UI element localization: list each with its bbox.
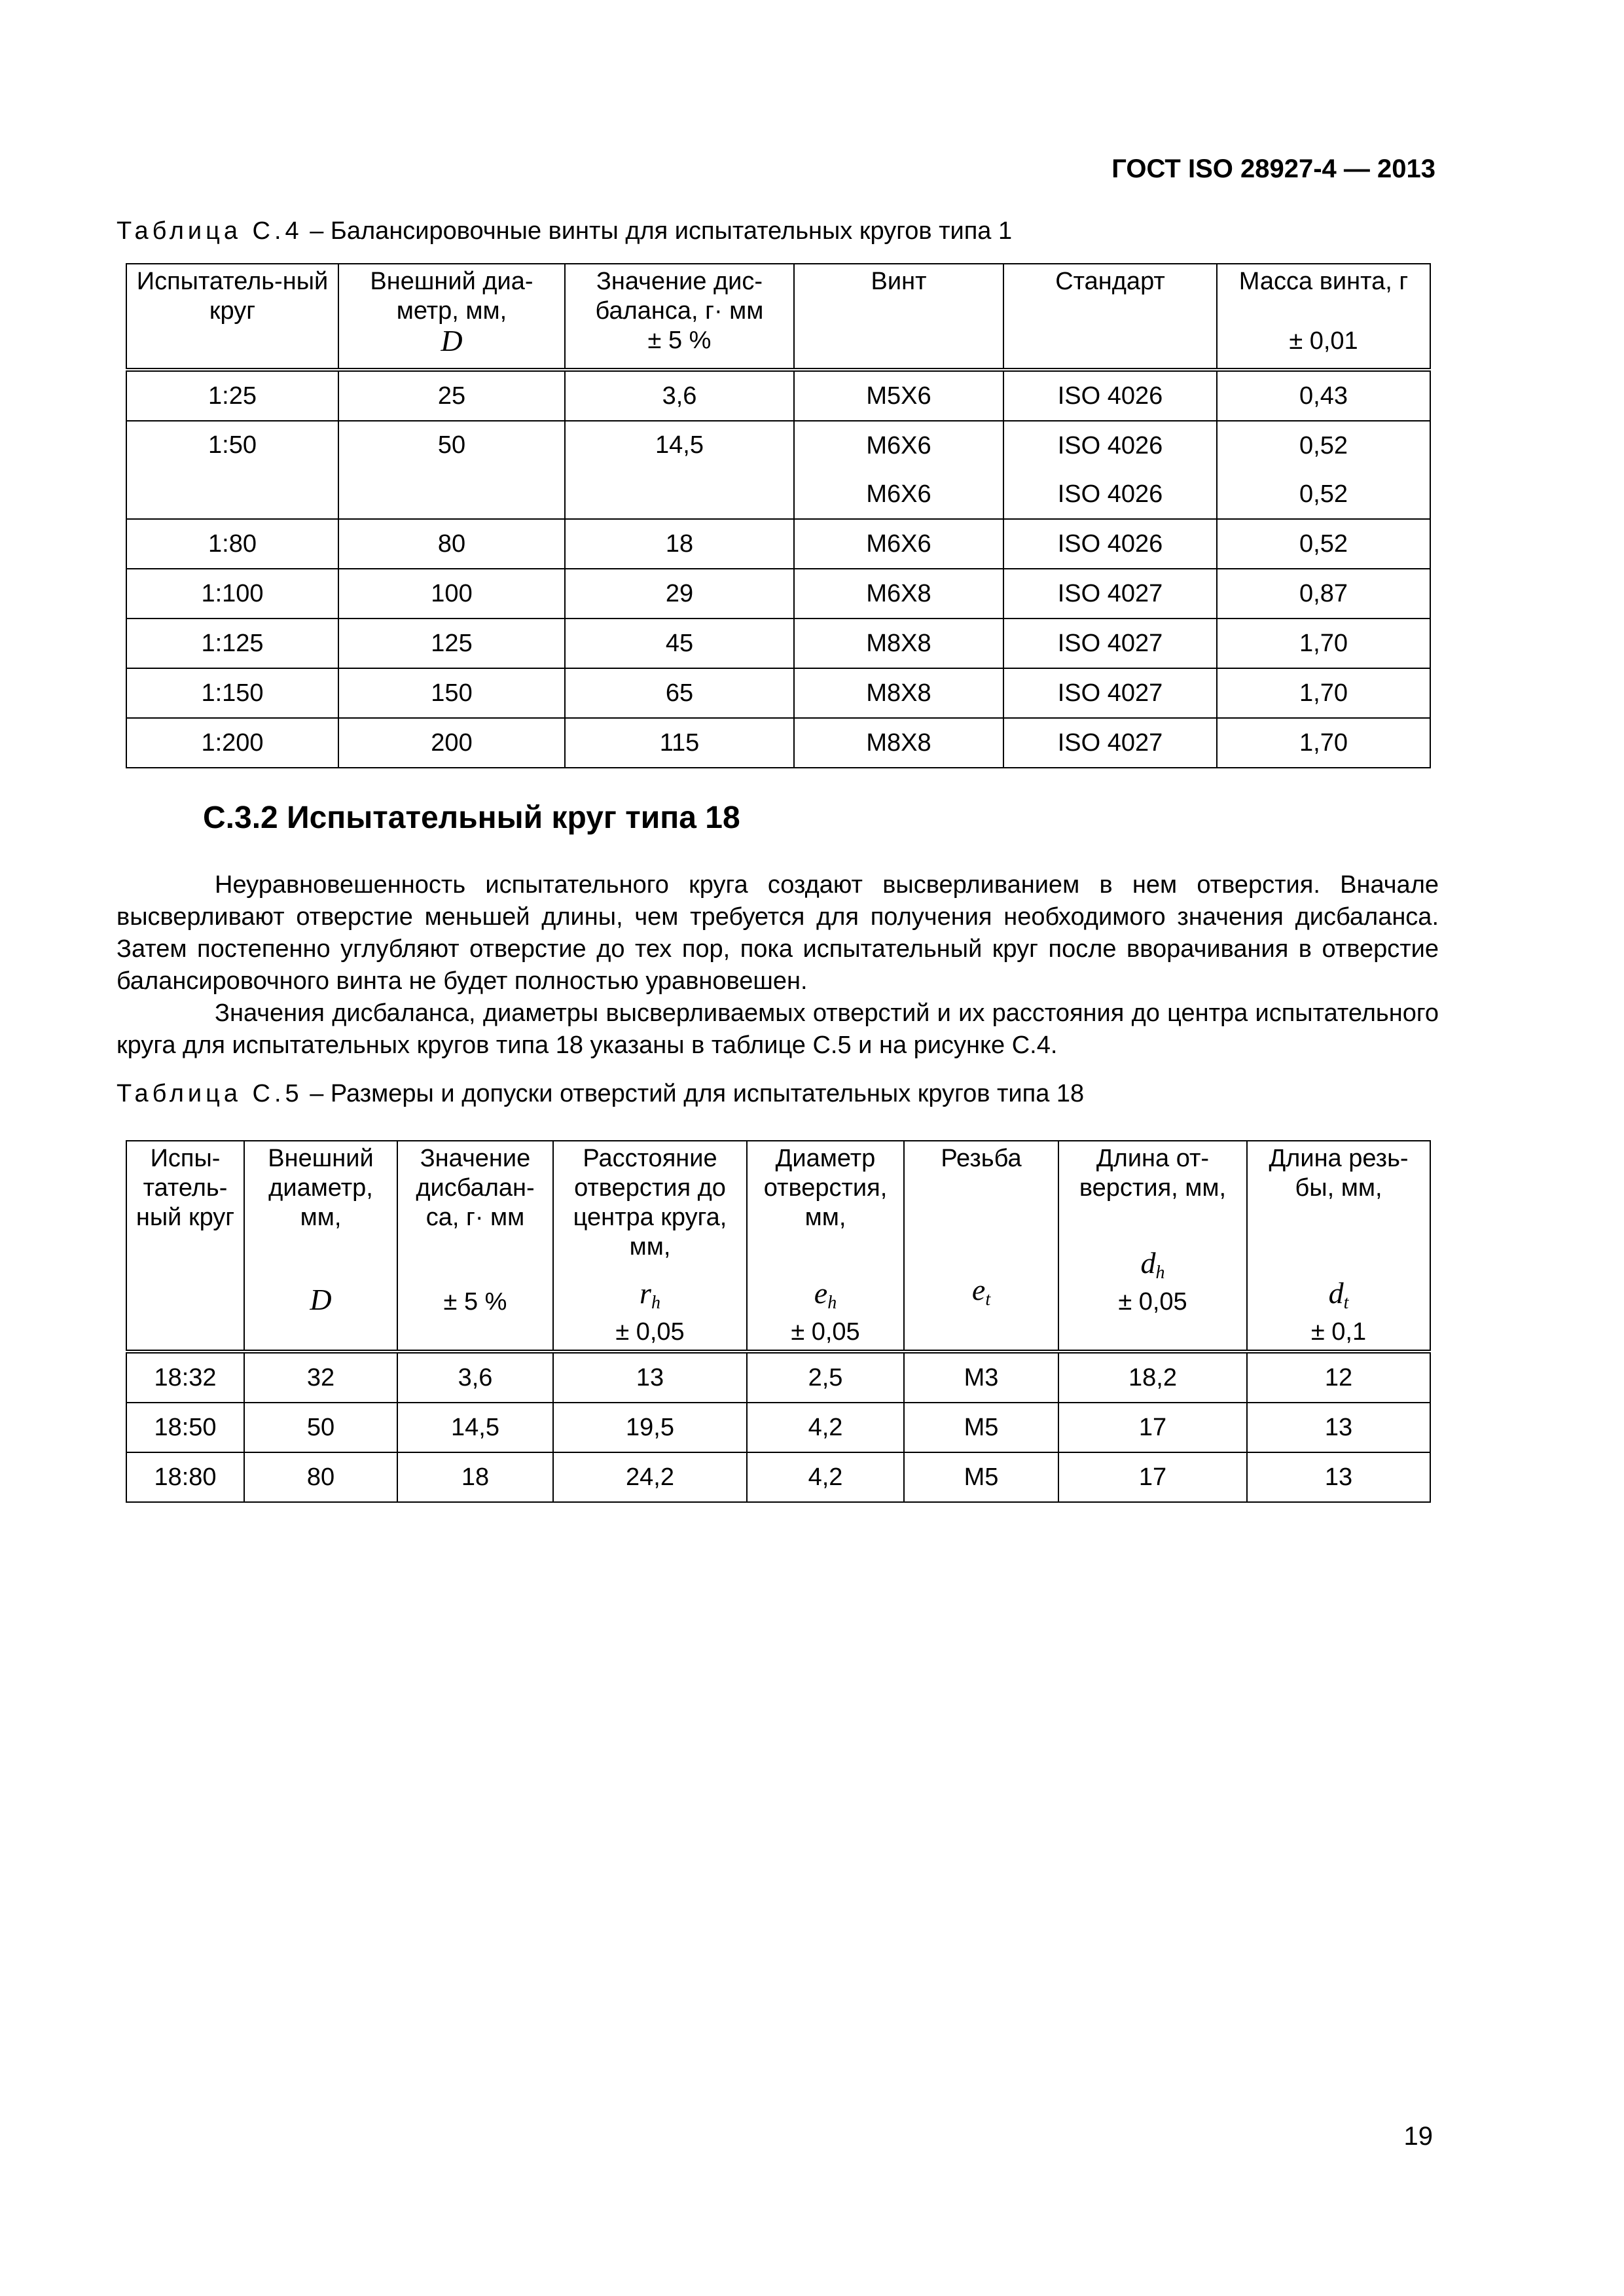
table-cell-screws xyxy=(794,718,1003,768)
table-cell-masses xyxy=(1217,668,1430,718)
table-cell-screws xyxy=(794,421,1003,519)
table-cell: 18,2 xyxy=(1058,1352,1247,1403)
table-cell-diameter: 80 xyxy=(338,519,565,569)
table-cell-unbalance: 115 xyxy=(565,718,794,768)
table-row xyxy=(126,1403,1430,1452)
paragraph-1: Неуравновешенность испытательного круга создают высверливанием в нем отверстия. Вначале высверливают отверстие меньшей длины, чем требуется для получения необходимого значения дисбаланса. Затем постепенно углубляют отверстие до тех пор, пока испытательный круг после вворачивания в отверстие балансировочного винта не будет полностью уравновешен. xyxy=(117,871,1439,995)
cell-value: ISO 4026 xyxy=(1057,432,1163,459)
table-c4-header-cell xyxy=(338,264,565,370)
cell-value: ISO 4026 xyxy=(1057,480,1163,508)
table-c5-header-cell xyxy=(126,1141,244,1352)
table-c5 xyxy=(126,1140,1431,1503)
table-cell: 17 xyxy=(1058,1452,1247,1502)
symbol-main: D xyxy=(310,1283,332,1316)
table-cell: 80 xyxy=(244,1452,397,1502)
table-cell: 50 xyxy=(244,1403,397,1452)
header-symbol xyxy=(554,1278,746,1318)
header-label: Расстояние отверстия до центра круга, мм, xyxy=(573,1145,727,1261)
table-cell-masses xyxy=(1217,421,1430,519)
table-cell: 2,5 xyxy=(747,1352,904,1403)
table-cell-diameter: 25 xyxy=(338,370,565,421)
table-row xyxy=(126,370,1430,421)
table-cell: 14,5 xyxy=(397,1403,553,1452)
symbol-main: d xyxy=(1328,1276,1344,1310)
table-row xyxy=(126,1452,1430,1502)
table-cell-masses xyxy=(1217,569,1430,619)
table-c5-caption xyxy=(117,1080,1084,1108)
table-c5-caption-label: Таблица С.5 xyxy=(117,1080,303,1107)
cell-value: ISO 4027 xyxy=(1057,580,1163,607)
table-c4-caption-label: Таблица С.4 xyxy=(117,217,303,245)
table-cell: 18 xyxy=(397,1452,553,1502)
symbol-sub: t xyxy=(1343,1293,1349,1313)
table-cell-unbalance: 14,5 xyxy=(565,421,794,519)
page-number: 19 xyxy=(1403,2122,1433,2151)
table-cell-standards xyxy=(1003,519,1217,569)
header-tolerance: ± 0,05 xyxy=(791,1318,860,1346)
table-cell-unbalance: 18 xyxy=(565,519,794,569)
cell-value: M6X6 xyxy=(866,480,931,508)
cell-value: ISO 4026 xyxy=(1057,382,1163,410)
table-cell-wheel: 1:150 xyxy=(126,668,338,718)
header-symbol-block xyxy=(1248,1278,1430,1347)
table-cell-standards xyxy=(1003,569,1217,619)
table-cell: 13 xyxy=(1247,1403,1430,1452)
cell-value: M5X6 xyxy=(866,382,931,410)
header-label: Значение дисбалан-са, г· мм xyxy=(416,1145,535,1231)
table-c4 xyxy=(126,263,1431,768)
paragraph-2: Значения дисбаланса, диаметры высверливаемых отверстий и их расстояния до центра испытательного круга для испытательных кругов типа 18 указаны в таблице С.5 и на рисунке С.4. xyxy=(117,999,1439,1059)
table-cell: 12 xyxy=(1247,1352,1430,1403)
symbol-main: e xyxy=(814,1276,828,1310)
cell-value: M8X8 xyxy=(866,679,931,707)
symbol-sub: h xyxy=(827,1293,837,1313)
header-label: Испы-татель-ный круг xyxy=(135,1145,235,1231)
table-c4-header-cell xyxy=(1217,264,1430,370)
header-label: Внешний диа-метр, мм, xyxy=(370,268,533,325)
table-cell-masses xyxy=(1217,519,1430,569)
table-c4-header-cell xyxy=(1003,264,1217,370)
table-cell: 3,6 xyxy=(397,1352,553,1403)
header-tolerance: ± 0,05 xyxy=(615,1318,685,1346)
cell-value: 0,52 xyxy=(1299,530,1348,558)
header-label: Испытатель-ный круг xyxy=(136,268,329,325)
table-cell: 13 xyxy=(553,1352,747,1403)
table-c4-header-cell xyxy=(126,264,338,370)
table-cell-wheel: 1:200 xyxy=(126,718,338,768)
symbol-main: r xyxy=(640,1276,651,1310)
table-c4-header-cell xyxy=(794,264,1003,370)
table-cell: M5 xyxy=(904,1403,1058,1452)
table-cell: 17 xyxy=(1058,1403,1247,1452)
cell-value: 1,70 xyxy=(1299,679,1348,707)
table-cell-standards xyxy=(1003,619,1217,668)
table-cell-unbalance: 45 xyxy=(565,619,794,668)
doc-code: ГОСТ ISO 28927-4 — 2013 xyxy=(1111,154,1435,183)
table-cell: 18:80 xyxy=(126,1452,244,1502)
table-cell-screws xyxy=(794,519,1003,569)
header-symbol xyxy=(748,1278,903,1318)
header-symbol xyxy=(905,1275,1058,1314)
table-cell: 13 xyxy=(1247,1452,1430,1502)
header-tolerance: ± 5 % xyxy=(443,1288,507,1316)
table-cell-masses xyxy=(1217,718,1430,768)
table-cell-wheel: 1:125 xyxy=(126,619,338,668)
table-c4-caption xyxy=(117,217,1012,245)
table-cell: 18:50 xyxy=(126,1403,244,1452)
header-symbol-block xyxy=(748,1278,903,1347)
table-cell: 19,5 xyxy=(553,1403,747,1452)
table-row xyxy=(126,619,1430,668)
cell-value: 1,70 xyxy=(1299,630,1348,657)
table-c5-header-cell xyxy=(1058,1141,1247,1352)
header-symbol-block xyxy=(1059,1248,1246,1317)
cell-value: M6X6 xyxy=(866,432,931,459)
table-c5-header-row xyxy=(126,1141,1430,1352)
table-cell-masses xyxy=(1217,619,1430,668)
header-label: Внешний диаметр, мм, xyxy=(268,1145,374,1231)
table-cell: 32 xyxy=(244,1352,397,1403)
header-symbol-block xyxy=(245,1285,397,1317)
header-label: Стандарт xyxy=(1055,268,1165,295)
cell-value: 0,43 xyxy=(1299,382,1348,410)
table-row xyxy=(126,421,1430,519)
table-cell-wheel: 1:80 xyxy=(126,519,338,569)
table-cell-unbalance: 65 xyxy=(565,668,794,718)
section-heading: С.3.2 Испытательный круг типа 18 xyxy=(203,800,740,835)
table-c5-header-cell xyxy=(553,1141,747,1352)
header-symbol-block xyxy=(905,1275,1058,1314)
table-cell-diameter: 50 xyxy=(338,421,565,519)
table-cell-wheel: 1:100 xyxy=(126,569,338,619)
header-symbol xyxy=(245,1285,397,1317)
table-cell-screws xyxy=(794,668,1003,718)
cell-value: 0,52 xyxy=(1299,480,1348,508)
header-label: Масса винта, г xyxy=(1238,268,1409,295)
table-row xyxy=(126,1352,1430,1403)
table-cell-wheel: 1:25 xyxy=(126,370,338,421)
table-cell-diameter: 200 xyxy=(338,718,565,768)
table-cell-standards xyxy=(1003,668,1217,718)
header-symbol: D xyxy=(441,324,463,357)
cell-value: M6X6 xyxy=(866,530,931,558)
header-symbol-block xyxy=(554,1278,746,1347)
symbol-sub: t xyxy=(985,1289,991,1310)
table-cell-standards xyxy=(1003,718,1217,768)
table-cell-diameter: 150 xyxy=(338,668,565,718)
cell-value: ISO 4027 xyxy=(1057,729,1163,757)
table-c4-header-cell xyxy=(565,264,794,370)
header-tolerance: ± 0,05 xyxy=(1118,1288,1187,1316)
table-c5-header-cell xyxy=(1247,1141,1430,1352)
table-cell: 4,2 xyxy=(747,1452,904,1502)
table-cell: M3 xyxy=(904,1352,1058,1403)
table-c4-header-row xyxy=(126,264,1430,370)
symbol-sub: h xyxy=(1155,1263,1165,1283)
table-cell-standards xyxy=(1003,370,1217,421)
cell-value: ISO 4026 xyxy=(1057,530,1163,558)
table-c5-header-cell xyxy=(244,1141,397,1352)
header-label: Длина резь-бы, мм, xyxy=(1269,1145,1409,1202)
table-row xyxy=(126,668,1430,718)
table-cell-standards xyxy=(1003,421,1217,519)
table-cell-diameter: 100 xyxy=(338,569,565,619)
header-label: Диаметр отверстия, мм, xyxy=(763,1145,888,1231)
symbol-main: d xyxy=(1140,1246,1156,1280)
table-c5-header-cell xyxy=(904,1141,1058,1352)
table-row xyxy=(126,569,1430,619)
table-cell-screws xyxy=(794,619,1003,668)
header-label: Винт xyxy=(871,268,927,295)
cell-value: ISO 4027 xyxy=(1057,679,1163,707)
symbol-sub: h xyxy=(651,1293,660,1313)
table-row xyxy=(126,519,1430,569)
table-cell: 4,2 xyxy=(747,1403,904,1452)
table-cell-masses xyxy=(1217,370,1430,421)
symbol-main: e xyxy=(971,1273,986,1306)
cell-value: M8X8 xyxy=(866,630,931,657)
cell-value: 1,70 xyxy=(1299,729,1348,757)
table-c5-header-cell xyxy=(747,1141,904,1352)
table-c5-header-cell xyxy=(397,1141,553,1352)
table-cell: 24,2 xyxy=(553,1452,747,1502)
table-cell-diameter: 125 xyxy=(338,619,565,668)
header-symbol-block xyxy=(398,1287,552,1317)
cell-value: ISO 4027 xyxy=(1057,630,1163,657)
cell-value: 0,52 xyxy=(1299,432,1348,459)
header-symbol xyxy=(1248,1278,1430,1318)
table-cell-unbalance: 29 xyxy=(565,569,794,619)
table-c5-caption-text: – Размеры и допуски отверстий для испытательных кругов типа 18 xyxy=(302,1080,1085,1107)
header-label: Значение дис-баланса, г· мм xyxy=(595,268,764,325)
table-cell-screws xyxy=(794,370,1003,421)
table-cell-unbalance: 3,6 xyxy=(565,370,794,421)
table-cell: 18:32 xyxy=(126,1352,244,1403)
table-cell-screws xyxy=(794,569,1003,619)
table-cell: M5 xyxy=(904,1452,1058,1502)
table-row xyxy=(126,718,1430,768)
cell-value: M8X8 xyxy=(866,729,931,757)
header-label: Резьба xyxy=(941,1145,1022,1172)
table-cell-wheel: 1:50 xyxy=(126,421,338,519)
cell-value: M6X8 xyxy=(866,580,931,607)
table-c4-caption-text: – Балансировочные винты для испытательных кругов типа 1 xyxy=(302,217,1013,245)
header-tolerance: ± 0,01 xyxy=(1289,327,1358,355)
header-tolerance: ± 0,1 xyxy=(1310,1318,1367,1346)
header-label: Длина от-верстия, мм, xyxy=(1079,1145,1227,1202)
cell-value: 0,87 xyxy=(1299,580,1348,607)
header-tolerance: ± 5 % xyxy=(647,327,712,354)
header-symbol xyxy=(1059,1248,1246,1287)
